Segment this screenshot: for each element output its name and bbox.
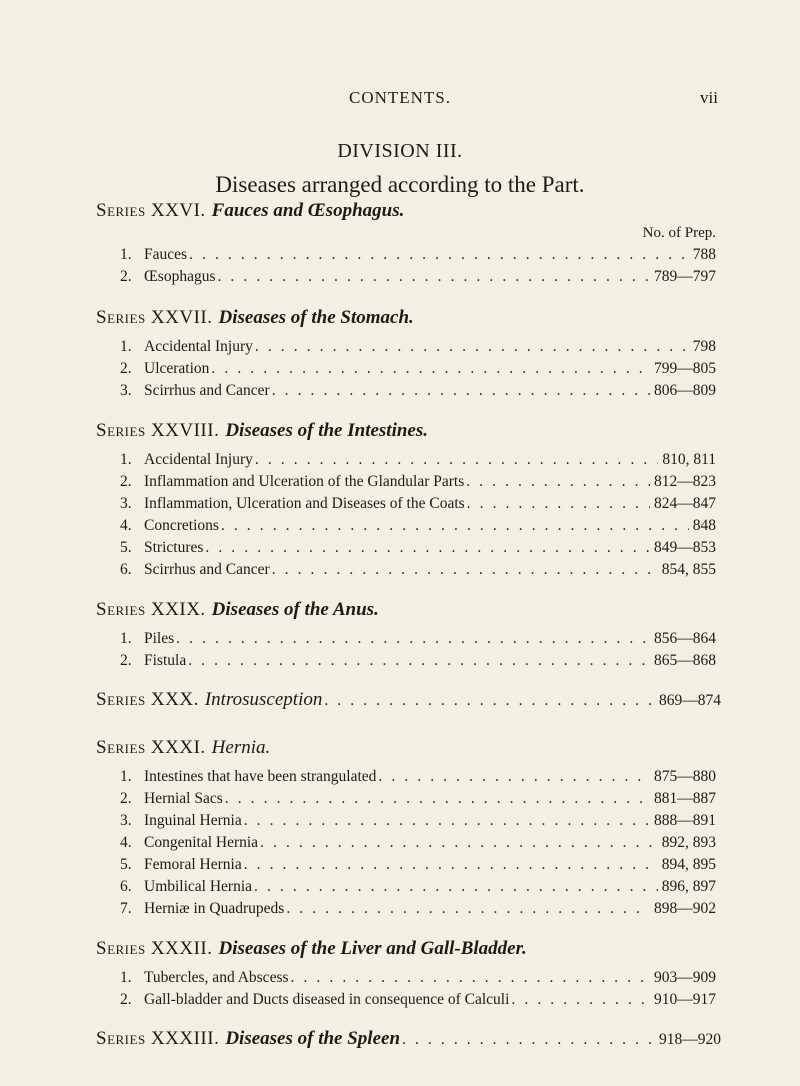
list-item <box>120 834 716 854</box>
series-title: Diseases of the Spleen <box>225 1028 401 1049</box>
list-item <box>120 878 716 898</box>
item-number: 3. <box>120 812 132 829</box>
list-item <box>120 473 716 493</box>
division-heading: DIVISION III. <box>337 140 463 162</box>
item-label: Œsophagus <box>144 268 216 285</box>
item-number: 7. <box>120 900 132 917</box>
prep-number: 869—874 <box>659 692 721 709</box>
item-label: Accidental Injury <box>144 338 253 355</box>
item-label: Hernial Sacs <box>144 790 223 807</box>
series-label: Series XXXIII. <box>96 1028 220 1049</box>
list-item <box>120 517 716 537</box>
list-item <box>120 360 716 380</box>
list-item <box>120 900 716 920</box>
series-title: Diseases of the Anus. <box>211 599 379 620</box>
item-number: 5. <box>120 539 132 556</box>
item-label: Piles <box>144 630 175 647</box>
item-label: Umbilical Hernia <box>144 878 253 895</box>
series-label: Series XXVIII. <box>96 420 220 441</box>
series-heading <box>96 420 428 442</box>
series-title: Hernia. <box>211 737 271 758</box>
item-number: 3. <box>120 495 132 512</box>
leader-dots <box>244 856 658 874</box>
prep-number: 812—823 <box>654 473 716 490</box>
leader-dots <box>291 969 650 987</box>
leader-dots <box>286 900 650 918</box>
prep-number: 888—891 <box>654 812 716 829</box>
prep-number: 903—909 <box>654 969 716 986</box>
leader-dots <box>217 268 650 286</box>
list-item <box>120 969 716 989</box>
prep-number: 799—805 <box>654 360 716 377</box>
prep-number: 806—809 <box>654 382 716 399</box>
leader-dots <box>272 382 650 400</box>
item-number: 2. <box>120 360 132 377</box>
prep-number: 898—902 <box>654 900 716 917</box>
prep-number: 894, 895 <box>661 856 716 873</box>
list-item <box>120 630 716 650</box>
prep-number: 788 <box>692 246 716 263</box>
prep-number: 881—887 <box>654 790 716 807</box>
item-label: Gall-bladder and Ducts diseased in consequence of Calculi <box>144 991 510 1008</box>
item-number: 1. <box>120 338 132 355</box>
list-item <box>120 768 716 788</box>
series-heading <box>96 599 379 621</box>
leader-dots <box>511 991 650 1009</box>
series-heading <box>96 307 414 329</box>
series-title: Fauces and Œsophagus. <box>211 200 405 221</box>
leader-dots <box>221 517 689 535</box>
leader-dots <box>211 360 650 378</box>
leader-dots <box>378 768 650 786</box>
list-item <box>120 495 716 515</box>
item-number: 6. <box>120 878 132 895</box>
item-number: 1. <box>120 969 132 986</box>
list-item <box>120 338 716 358</box>
list-item <box>120 268 716 288</box>
list-item <box>120 382 716 402</box>
item-label: Scirrhus and Cancer <box>144 561 270 578</box>
leader-dots <box>260 834 658 852</box>
item-label: Femoral Hernia <box>144 856 242 873</box>
leader-dots <box>254 878 658 896</box>
item-number: 2. <box>120 790 132 807</box>
prep-number: 896, 897 <box>661 878 716 895</box>
item-number: 2. <box>120 473 132 490</box>
item-number: 5. <box>120 856 132 873</box>
list-item <box>120 652 716 672</box>
list-item <box>120 451 716 471</box>
prep-number: 824—847 <box>654 495 716 512</box>
item-number: 1. <box>120 768 132 785</box>
series-heading <box>96 200 404 222</box>
leader-dots <box>188 652 650 670</box>
list-item <box>120 812 716 832</box>
item-label: Inguinal Hernia <box>144 812 242 829</box>
item-label: Accidental Injury <box>144 451 253 468</box>
item-number: 1. <box>120 630 132 647</box>
item-number: 2. <box>120 268 132 285</box>
running-head <box>0 88 800 112</box>
leader-dots <box>244 812 650 830</box>
item-number: 3. <box>120 382 132 399</box>
leader-dots <box>467 495 650 513</box>
prep-number: 865—868 <box>654 652 716 669</box>
list-item <box>120 856 716 876</box>
leader-dots <box>272 561 658 579</box>
item-label: Congenital Hernia <box>144 834 259 851</box>
series-label: Series XXVII. <box>96 307 213 328</box>
running-head-title: CONTENTS. <box>348 88 452 107</box>
prep-number: 849—853 <box>654 539 716 556</box>
item-label: Scirrhus and Cancer <box>144 382 270 399</box>
prep-number: 918—920 <box>659 1031 721 1048</box>
item-number: 1. <box>120 246 132 263</box>
series-title: Diseases of the Intestines. <box>225 420 429 441</box>
prep-number: 848 <box>692 517 716 534</box>
item-label: Strictures <box>144 539 204 556</box>
page-number: vii <box>700 88 718 107</box>
item-label: Tubercles, and Abscess <box>144 969 289 986</box>
leader-dots <box>466 473 650 491</box>
item-label: Fistula <box>144 652 187 669</box>
leader-dots <box>205 539 650 557</box>
prep-number: 798 <box>692 338 716 355</box>
item-number: 6. <box>120 561 132 578</box>
series-heading <box>96 689 721 713</box>
list-item <box>120 991 716 1011</box>
leader-dots <box>189 246 689 264</box>
series-title: Diseases of the Stomach. <box>218 307 414 328</box>
series-title: Diseases of the Liver and Gall-Bladder. <box>218 938 527 959</box>
series-heading <box>96 938 527 960</box>
leader-dots <box>402 1031 655 1049</box>
item-number: 2. <box>120 652 132 669</box>
prep-number: 810, 811 <box>662 451 716 468</box>
prep-number: 856—864 <box>654 630 716 647</box>
item-label: Inflammation, Ulceration and Diseases of the Coats <box>144 495 465 512</box>
series-title: Introsusception <box>204 689 323 710</box>
series-label: Series XXX. <box>96 689 199 710</box>
division-subtitle: Diseases arranged according to the Part. <box>215 172 585 197</box>
prep-number: 875—880 <box>654 768 716 785</box>
series-label: Series XXXI. <box>96 737 206 758</box>
leader-dots <box>324 692 655 710</box>
item-label: Inflammation and Ulceration of the Glandular Parts <box>144 473 465 490</box>
list-item <box>120 246 716 266</box>
prep-number: 789—797 <box>654 268 716 285</box>
leader-dots <box>225 790 650 808</box>
list-item <box>120 561 716 581</box>
list-item <box>120 539 716 559</box>
prep-number: 854, 855 <box>661 561 716 578</box>
item-label: Fauces <box>144 246 188 263</box>
item-number: 4. <box>120 517 132 534</box>
column-heading: No. of Prep. <box>642 225 716 241</box>
leader-dots <box>255 451 658 469</box>
series-label: Series XXIX. <box>96 599 206 620</box>
series-label: Series XXXII. <box>96 938 213 959</box>
item-label: Herniæ in Quadrupeds <box>144 900 285 917</box>
list-item <box>120 790 716 810</box>
series-label: Series XXVI. <box>96 200 206 221</box>
series-heading <box>96 1028 721 1052</box>
item-number: 1. <box>120 451 132 468</box>
item-number: 2. <box>120 991 132 1008</box>
item-label: Concretions <box>144 517 219 534</box>
item-label: Ulceration <box>144 360 210 377</box>
leader-dots <box>255 338 689 356</box>
leader-dots <box>176 630 650 648</box>
item-label: Intestines that have been strangulated <box>144 768 377 785</box>
item-number: 4. <box>120 834 132 851</box>
prep-number: 910—917 <box>654 991 716 1008</box>
series-heading <box>96 737 270 759</box>
prep-number: 892, 893 <box>661 834 716 851</box>
